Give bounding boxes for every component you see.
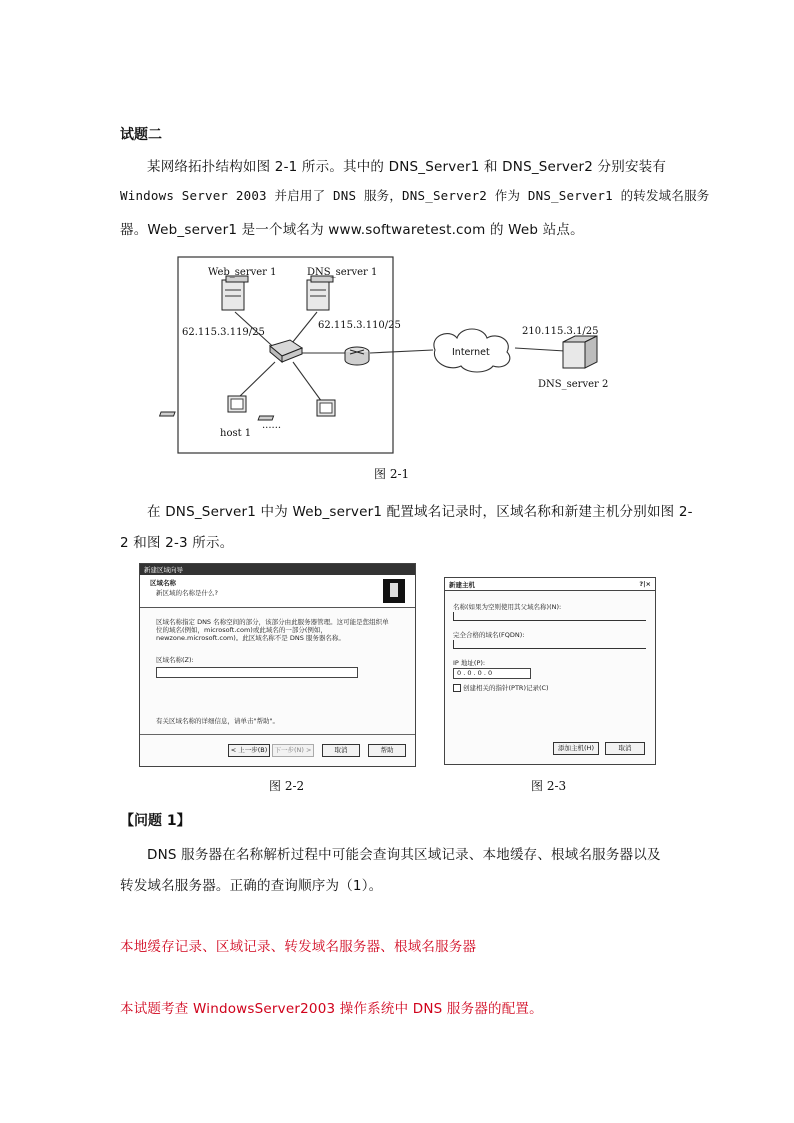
wizard-server-icon <box>383 579 405 603</box>
ptr-checkbox-label: 创建相关的指针(PTR)记录(C) <box>463 684 549 692</box>
analysis-text: 本试题考查 WindowsServer2003 操作系统中 DNS 服务器的配置。 <box>120 1001 543 1017</box>
switch-icon <box>270 340 302 362</box>
wizard-titlebar <box>140 564 415 575</box>
add-host-button[interactable]: 添加主机(H) <box>553 742 599 755</box>
wizard-subheading: 新区域的名称是什么? <box>156 589 218 597</box>
figure-2-2-caption: 图 2-2 <box>269 779 305 793</box>
question-1-line-1: DNS 服务器在名称解析过程中可能会查询其区域记录、本地缓存、根域名服务器以及 <box>147 847 661 863</box>
wizard-heading: 区域名称 <box>150 579 176 587</box>
wizard-desc-2: 位的域名(例如，microsoft.com)或此域名的一部分(例如， <box>156 626 327 634</box>
figure-2-3-caption: 图 2-3 <box>531 779 567 793</box>
section-title: 试题二 <box>120 127 162 143</box>
new-host-titlebar <box>445 578 655 591</box>
dns-server-1-icon <box>307 276 333 310</box>
cancel-button[interactable]: 取消 <box>322 744 360 757</box>
web-server-ip: 62.115.3.119/25 <box>182 327 265 338</box>
wizard-desc-3: newzone.microsoft.com)。此区域名称不是 DNS 服务器名称。 <box>156 634 345 642</box>
next-button[interactable]: 下一步(N) > <box>272 744 314 757</box>
host-1-label: host 1 <box>220 428 252 439</box>
dns-server-2-label: DNS_server 2 <box>538 379 609 390</box>
network-topology-diagram <box>150 250 630 460</box>
new-host-cancel-button[interactable]: 取消 <box>605 742 645 755</box>
wizard-help-text: 有关区域名称的详细信息，请单击"帮助"。 <box>156 717 279 725</box>
web-server-label: Web_server 1 <box>208 267 277 278</box>
figure-2-1 <box>150 250 630 460</box>
dns-server-2-ip: 210.115.3.1/25 <box>522 326 599 337</box>
help-button[interactable]: 帮助 <box>368 744 406 757</box>
fqdn-label: 完全合格的域名(FQDN): <box>453 631 525 639</box>
question-1-line-2: 转发域名服务器。正确的查询顺序为（1）。 <box>120 878 383 894</box>
intro-line-2: Windows Server 2003 并启用了 DNS 服务，DNS_Server2 作为 DNS_Server1 的转发域名服务 <box>120 188 710 203</box>
new-host-title: 新建主机 <box>449 581 475 589</box>
ip-address-input[interactable] <box>453 668 531 679</box>
hosts-ellipsis: ...... <box>262 420 282 431</box>
ip-address-value: 0 . 0 . 0 . 0 <box>457 669 493 677</box>
ip-address-label: IP 地址(P): <box>453 659 486 667</box>
internet-label: Internet <box>452 347 490 358</box>
back-button[interactable]: < 上一步(B) <box>228 744 270 757</box>
para2-line-2: 2 和图 2-3 所示。 <box>120 535 234 551</box>
answer-text: 本地缓存记录、区域记录、转发域名服务器、根域名服务器 <box>120 939 477 955</box>
intro-line-3: 器。Web_server1 是一个域名为 www.softwaretest.com 的 Web 站点。 <box>120 222 584 238</box>
router-icon <box>345 347 369 365</box>
zone-name-input[interactable] <box>156 667 358 678</box>
host-name-input[interactable] <box>453 612 646 621</box>
wizard-desc-1: 区域名称指定 DNS 名称空间的部分，该部分由此服务器管理。这可能是您组织单 <box>156 618 389 626</box>
dns-server-2-icon <box>563 336 597 368</box>
fqdn-field <box>453 640 646 649</box>
figure-2-3 <box>444 577 656 765</box>
figure-2-1-caption: 图 2-1 <box>374 467 410 481</box>
para2-line-1: 在 DNS_Server1 中为 Web_server1 配置域名记录时，区域名称和新建主机分别如图 2- <box>147 504 693 520</box>
dns-server-1-ip: 62.115.3.110/25 <box>318 320 401 331</box>
ptr-checkbox[interactable] <box>453 684 461 692</box>
question-1-title: 【问题 1】 <box>120 813 191 829</box>
host-2-icon <box>258 400 335 420</box>
dns-server-1-label: DNS_server 1 <box>307 267 378 278</box>
title-help-close-icons[interactable]: ?|× <box>639 580 651 588</box>
zone-name-label: 区域名称(Z): <box>156 656 194 664</box>
host-name-label: 名称(如果为空则使用其父域名称)(N): <box>453 603 562 611</box>
intro-line-1: 某网络拓扑结构如图 2-1 所示。其中的 DNS_Server1 和 DNS_Server2 分别安装有 <box>147 159 667 175</box>
web-server-icon <box>222 276 248 310</box>
wizard-title: 新建区域向导 <box>144 566 183 574</box>
host-1-icon <box>160 396 246 416</box>
figure-2-2 <box>139 563 416 767</box>
